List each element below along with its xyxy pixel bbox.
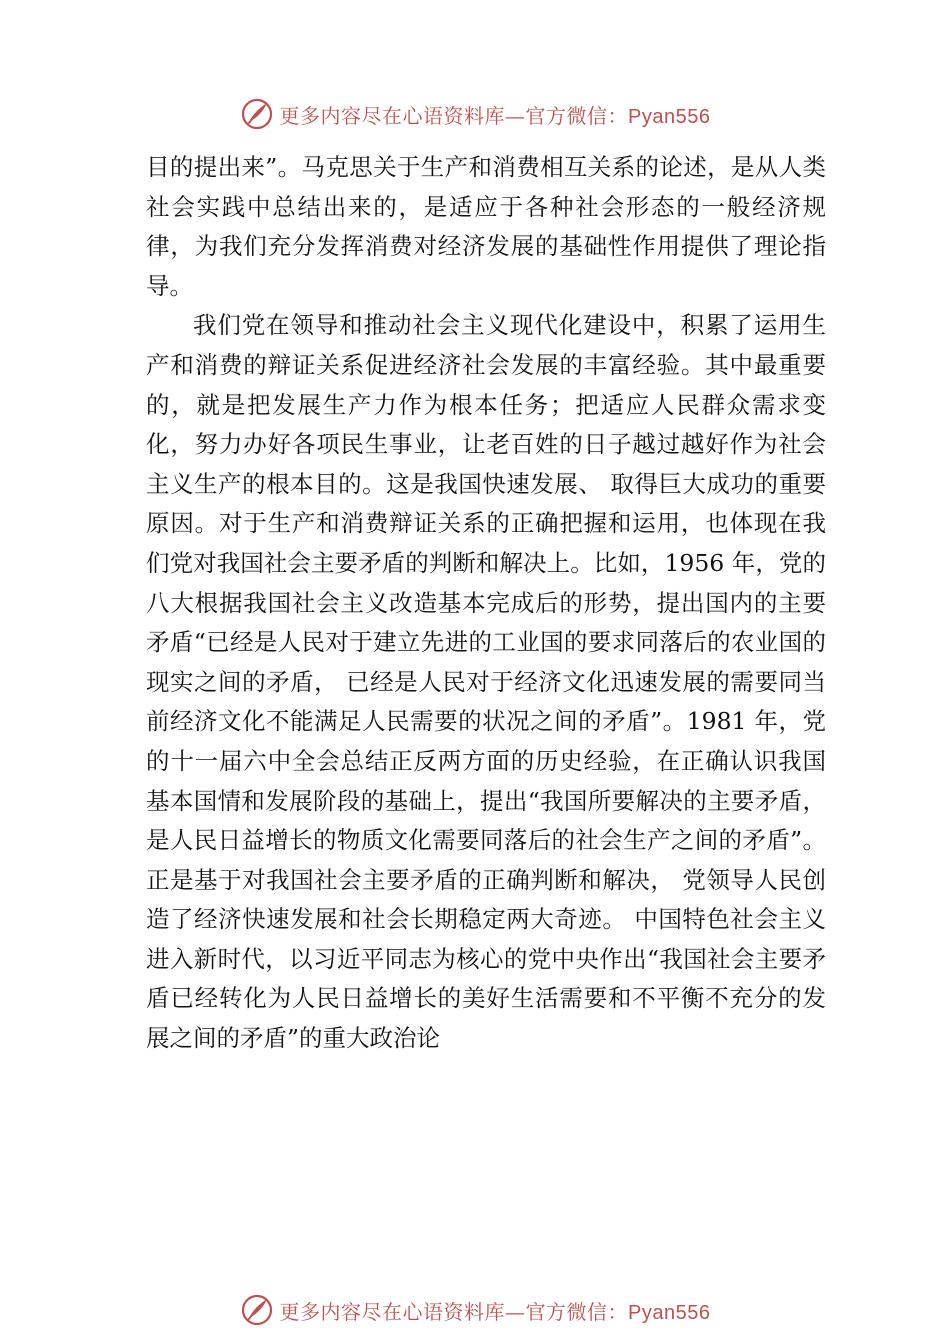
footer-banner-text: 更多内容尽在心语资料库—官方微信：Pyan556 [279, 1299, 711, 1324]
header-banner [0, 94, 950, 134]
footer-banner [0, 1290, 950, 1330]
quill-logo-icon [240, 97, 274, 131]
document-body [146, 148, 826, 1059]
paragraph-2: 我们党在领导和推动社会主义现代化建设中，积累了运用生产和消费的辩证关系促进经济社会发展的丰富经验。其中最重要的，就是把发展生产力作为根本任务；把适应人民群众需求变化，努力办好各项民生事业，让老百姓的日子越过越好作为社会主义生产的根本目的。这是我国快速发展、 取得巨大成功的重要原因。对于生产和消费辩证关系的正确把握和运用，也体现在我们党对我国社会主要矛盾的判断和解决上。比如，1956 年，党的八大根据我国社会主义改造基本完成后的形势，提出国内的主要矛盾“已经是人民对于建立先进的工业国的要求同落后的农业国的现实之间的矛盾， 已经是人民对于经济文化迅速发展的需要同当前经济文化不能满足人民需要的状况之间的矛盾”。1981 年，党的十一届六中全会总结正反两方面的历史经验，在正确认识我国基本国情和发展阶段的基础上，提出“我国所要解决的主要矛盾，是人民日益增长的物质文化需要同落后的社会生产之间的矛盾”。正是基于对我国社会主要矛盾的正确判断和解决， 党领导人民创造了经济快速发展和社会长期稳定两大奇迹。 中国特色社会主义进入新时代，以习近平同志为核心的党中央作出“我国社会主要矛盾已经转化为人民日益增长的美好生活需要和不平衡不充分的发展之间的矛盾”的重大政治论 [146, 311, 826, 1053]
paragraph-1: 目的提出来”。马克思关于生产和消费相互关系的论述，是从人类社会实践中总结出来的，是适应于各种社会形态的一般经济规律，为我们充分发挥消费对经济发展的基础性作用提供了理论指导。 [146, 153, 826, 300]
quill-logo-icon [240, 1293, 274, 1327]
header-banner-text: 更多内容尽在心语资料库—官方微信：Pyan556 [279, 103, 711, 128]
footer-banner-id: Pyan556 [628, 1301, 711, 1324]
header-banner-id: Pyan556 [628, 105, 711, 128]
